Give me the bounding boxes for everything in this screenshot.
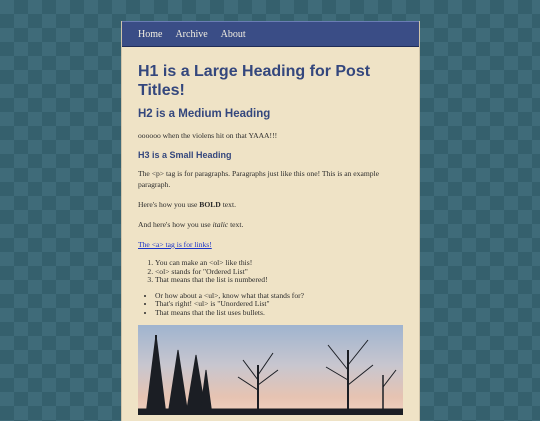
bold-paragraph — [138, 199, 403, 210]
top-nav — [122, 21, 419, 47]
trees-silhouette-image — [138, 325, 403, 415]
violens-paragraph: oooooo when the violens hit on that YAAA!!! — [138, 131, 278, 140]
unordered-list-item: • That means that the list uses bullets. — [155, 309, 403, 318]
ordered-list — [138, 259, 403, 285]
nav-archive-link[interactable]: Archive — [175, 28, 208, 40]
link-paragraph — [138, 239, 403, 250]
page-container — [121, 21, 420, 421]
post-title: H1 is a Large Heading for Post Titles! — [138, 63, 371, 99]
bold-prefix: Here's how you use — [138, 200, 200, 209]
winter-trees-photo — [138, 325, 403, 415]
italic-paragraph — [138, 219, 403, 230]
bold-word: BOLD — [199, 200, 221, 209]
example-paragraph: The <p> tag is for paragraphs. Paragraphs just like this one! This is an example paragraph. — [138, 169, 380, 189]
italic-suffix: text. — [228, 220, 244, 229]
example-link[interactable]: The <a> tag is for links! — [138, 240, 212, 249]
unordered-list-item: • Or how about a <ul>, know what that stands for? — [155, 292, 403, 301]
bold-suffix: text. — [220, 200, 236, 209]
unordered-list-item: • That's right! <ul> is "Unordered List" — [155, 300, 403, 309]
italic-word: italic — [212, 220, 229, 229]
medium-heading: H2 is a Medium Heading — [138, 108, 271, 120]
ordered-list-item: 1. You can make an <ol> like this! — [155, 259, 403, 268]
ordered-list-item: 2. <ol> stands for "Ordered List" — [155, 268, 403, 277]
nav-home-link[interactable]: Home — [138, 28, 163, 40]
italic-prefix: And here's how you use — [138, 220, 213, 229]
nav-about-link[interactable]: About — [220, 28, 246, 40]
small-heading: H3 is a Small Heading — [138, 150, 232, 160]
post-content — [122, 62, 419, 415]
unordered-list — [138, 292, 403, 318]
ordered-list-item: 3. That means that the list is numbered! — [155, 276, 403, 285]
